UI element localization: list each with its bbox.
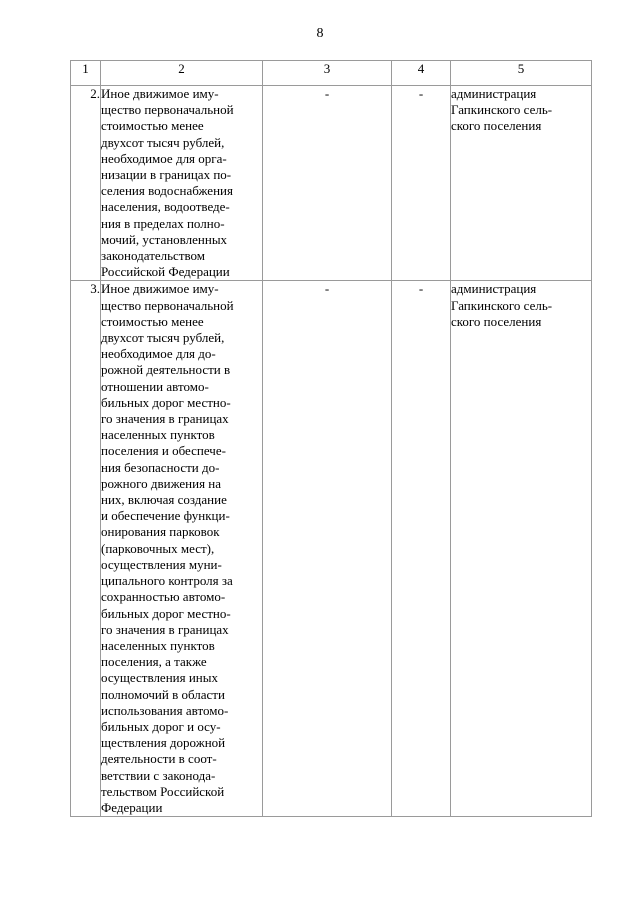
- col4-value: -: [392, 281, 451, 817]
- description-line: них, включая создание: [101, 492, 227, 508]
- description-line: селения водоснабжения: [101, 183, 233, 199]
- owner-cell: [451, 281, 592, 817]
- owner-line: ского поселения: [451, 313, 542, 329]
- description-line: мочий, установленных: [101, 231, 228, 247]
- description-line: населенных пунктов: [101, 427, 215, 443]
- property-table: [70, 60, 592, 817]
- table-row: [71, 281, 592, 817]
- owner-line: Гапкинского сель-: [451, 102, 553, 118]
- description-line: отношении автомо-: [101, 378, 209, 394]
- header-col-4: 4: [392, 61, 451, 86]
- description-line: и обеспечение функци-: [101, 508, 230, 524]
- col3-value: -: [263, 86, 392, 281]
- description-line: поселения и обеспече-: [101, 443, 226, 459]
- description-line: Иное движимое иму-: [101, 86, 219, 101]
- description-line: Российской Федерации: [101, 264, 230, 280]
- description-line: сохранностью автомо-: [101, 589, 226, 605]
- description-line: (парковочных мест),: [101, 540, 215, 556]
- description-line: стоимостью менее: [101, 313, 204, 329]
- description-line: стоимостью менее: [101, 118, 204, 134]
- description-line: низации в границах по-: [101, 167, 232, 183]
- description-line: щество первоначальной: [101, 102, 234, 118]
- description-line: населенных пунктов: [101, 637, 215, 653]
- col4-value: -: [392, 86, 451, 281]
- description-line: щество первоначальной: [101, 297, 234, 313]
- description-line: рожного движения на: [101, 475, 222, 491]
- description-line: ципального контроля за: [101, 573, 233, 589]
- description-line: полномочий в области: [101, 686, 225, 702]
- property-description: [101, 86, 263, 281]
- header-row: [71, 61, 592, 86]
- property-description: [101, 281, 263, 817]
- description-line: деятельности в соот-: [101, 751, 217, 767]
- description-line: бильных дорог местно-: [101, 394, 231, 410]
- row-number: 3.: [71, 281, 101, 817]
- description-line: использования автомо-: [101, 702, 229, 718]
- owner-line: ского поселения: [451, 118, 542, 134]
- description-line: ния в пределах полно-: [101, 215, 225, 231]
- col3-value: -: [263, 281, 392, 817]
- description-line: осуществления иных: [101, 670, 218, 686]
- table-row: [71, 86, 592, 281]
- description-line: ветствии с законода-: [101, 767, 216, 783]
- header-col-1: 1: [71, 61, 101, 86]
- description-line: необходимое для до-: [101, 346, 216, 362]
- description-line: ния безопасности до-: [101, 459, 220, 475]
- description-line: осуществления муни-: [101, 556, 222, 572]
- page-number: 8: [316, 26, 324, 41]
- description-line: онирования парковок: [101, 524, 220, 540]
- description-line: населения, водоотведе-: [101, 199, 230, 215]
- owner-line: администрация: [451, 281, 537, 297]
- description-line: го значения в границах: [101, 411, 229, 427]
- header-col-2: 2: [101, 61, 263, 86]
- description-line: рожной деятельности в: [101, 362, 231, 378]
- description-line: законодательством: [101, 248, 206, 264]
- header-col-3: 3: [263, 61, 392, 86]
- row-number: 2.: [71, 86, 101, 281]
- description-line: двухсот тысяч рублей,: [101, 134, 225, 150]
- description-line: необходимое для орга-: [101, 150, 227, 166]
- description-line: двухсот тысяч рублей,: [101, 330, 225, 346]
- header-col-5: 5: [451, 61, 592, 86]
- description-line: тельством Российской: [101, 783, 225, 799]
- description-line: Иное движимое иму-: [101, 281, 219, 297]
- owner-cell: [451, 86, 592, 281]
- description-line: бильных дорог и осу-: [101, 718, 221, 734]
- description-line: Федерации: [101, 799, 163, 815]
- description-line: го значения в границах: [101, 621, 229, 637]
- description-line: ществления дорожной: [101, 735, 226, 751]
- description-line: поселения, а также: [101, 654, 207, 670]
- owner-line: администрация: [451, 86, 537, 101]
- description-line: бильных дорог местно-: [101, 605, 231, 621]
- owner-line: Гапкинского сель-: [451, 297, 553, 313]
